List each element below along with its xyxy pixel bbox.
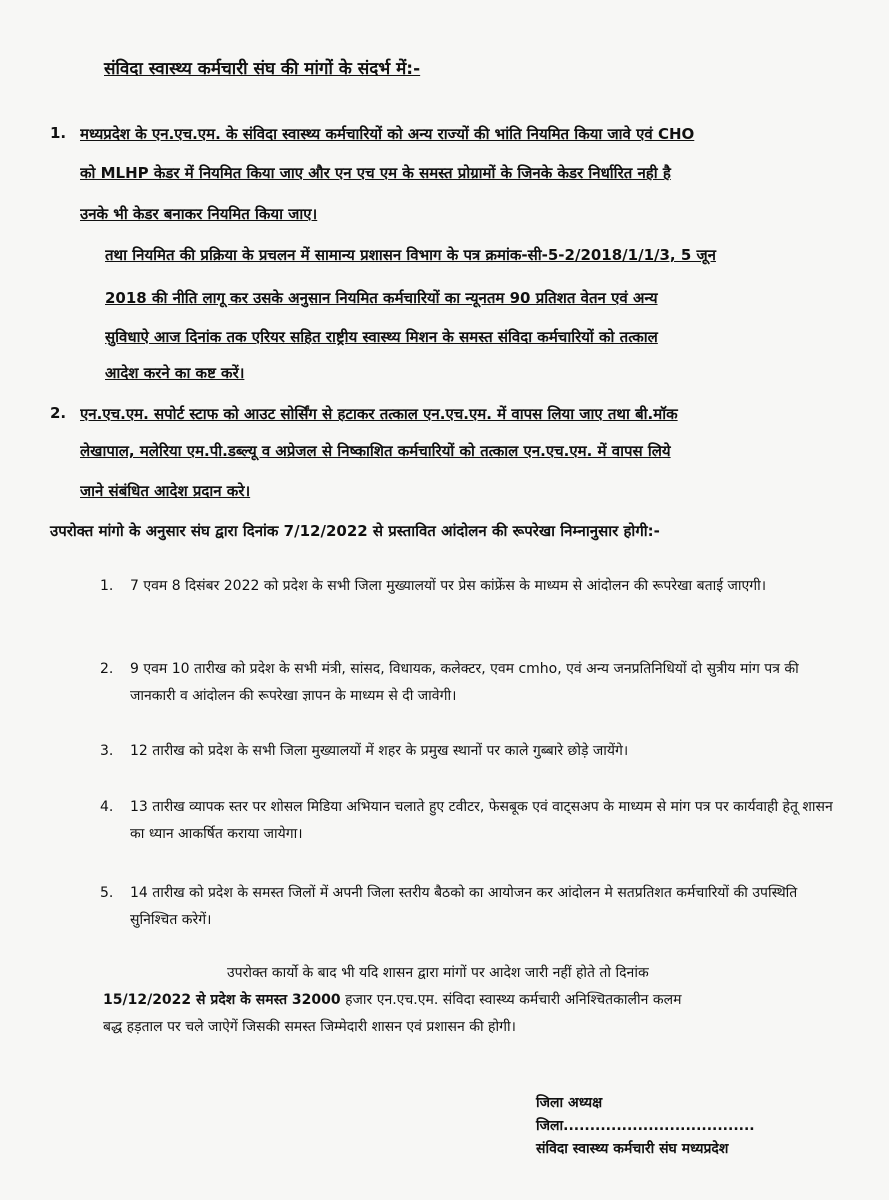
signature-block — [536, 1092, 755, 1161]
demand-line: मध्यप्रदेश के एन.एच.एम. के संविदा स्वास्थ्य कर्मचारियों को अन्य राज्यों की भांति नियमित किया जावे एवं CHO — [80, 125, 695, 143]
demand-line: को MLHP केडर में नियमित किया जाए और एन एच एम के समस्त प्रोग्रामों के जिनके केडर निर्धारित नही है — [80, 164, 671, 182]
closing-paragraph — [103, 960, 843, 1041]
plan-text: 14 तारीख को प्रदेश के समस्त जिलों में अपनी जिला स्तरीय बैठको का आयोजन कर आंदोलन मे सतप्रतिशत कर्मचारियों की उपस्थिति सुनिश्चित करेगें। — [130, 885, 798, 928]
plan-number: 2. — [100, 661, 114, 677]
plan-item-1 — [100, 573, 845, 633]
plan-item-4 — [100, 794, 845, 854]
plan-text: 7 एवम 8 दिसंबर 2022 को प्रदेश के सभी जिला मुख्यालयों पर प्रेस कांफ्रेंस के माध्यम से आंदोलन की रूपरेखा बताई जाएगी। — [130, 578, 767, 594]
signature-title: जिला अध्यक्ष — [536, 1095, 603, 1111]
document-heading: संविदा स्वास्थ्य कर्मचारी संघ की मांगों के संदर्भ में:- — [104, 59, 421, 79]
demand-line: एन.एच.एम. सपोर्ट स्टाफ को आउट सोर्सिंग से हटाकर तत्काल एन.एच.एम. में वापस लिया जाए तथा बी.मॉक — [80, 405, 678, 423]
plan-item-2 — [100, 656, 845, 716]
closing-line — [103, 987, 843, 1014]
closing-date-highlight: 15/12/2022 से प्रदेश के समस्त 32000 — [103, 992, 341, 1008]
plan-number: 5. — [100, 885, 114, 901]
plan-text: 13 तारीख व्यापक स्तर पर शोसल मिडिया अभियान चलाते हुए टवीटर, फेसबूक एवं वाट्सअप के माध्यम से मांग पत्र पर कार्यवाही हेतू शासन का ध्यान आकर्षित कराया जायेगा। — [130, 799, 833, 842]
demand-number: 2. — [50, 404, 67, 422]
movement-intro: उपरोक्त मांगो के अनुसार संघ द्वारा दिनांक 7/12/2022 से प्रस्तावित आंदोलन की रूपरेखा निम्नानुसार होगी:- — [50, 522, 660, 540]
plan-number: 3. — [100, 743, 114, 759]
closing-line-rest: हजार एन.एच.एम. संविदा स्वास्थ्य कर्मचारी अनिश्चितकालीन कलम — [340, 992, 682, 1008]
signature-district: जिला.................................... — [536, 1118, 755, 1134]
closing-line: बद्ध हड़ताल पर चले जाऐगें जिसकी समस्त जिम्मेदारी शासन एवं प्रशासन की होगी। — [103, 1019, 516, 1035]
demand-line: लेखापाल, मलेरिया एम.पी.डब्ल्यू व अप्रेजल से निष्काशित कर्मचारियों को तत्काल एन.एच.एम. में वापस लिये — [80, 442, 671, 460]
demand-subline: आदेश करने का कष्ट करें। — [105, 364, 245, 382]
plan-item-5 — [100, 880, 845, 940]
plan-number: 4. — [100, 799, 114, 815]
closing-line: उपरोक्त कार्यो के बाद भी यदि शासन द्वारा मांगों पर आदेश जारी नहीं होते तो दिनांक — [227, 965, 649, 981]
plan-number: 1. — [100, 578, 114, 594]
demand-subline: सुविधाऐ आज दिनांक तक एरियर सहित राष्ट्रीय स्वास्थ्य मिशन के समस्त संविदा कर्मचारियों को तत्काल — [105, 328, 658, 346]
plan-text: 12 तारीख को प्रदेश के सभी जिला मुख्यालयों में शहर के प्रमुख स्थानों पर काले गुब्बारे छोड़े जायेंगे। — [130, 743, 629, 759]
signature-organization: संविदा स्वास्थ्य कर्मचारी संघ मध्यप्रदेश — [536, 1141, 729, 1157]
demand-line: उनके भी केडर बनाकर नियमित किया जाए। — [80, 205, 318, 223]
plan-item-3 — [100, 738, 845, 768]
demand-subline: 2018 की नीति लागू कर उसके अनुसान नियमित कर्मचारियों का न्यूनतम 90 प्रतिशत वेतन एवं अन्य — [105, 289, 658, 307]
demand-line: जाने संबंधित आदेश प्रदान करे। — [80, 482, 251, 500]
demand-item-2 — [50, 404, 835, 504]
plan-text: 9 एवम 10 तारीख को प्रदेश के सभी मंत्री, सांसद, विधायक, कलेक्टर, एवम cmho, एवं अन्य जनप्रतिनिधियों दो सुत्रीय मांग पत्र की जानकारी व आंदोलन की रूपरेखा ज्ञापन के माध्यम से दी जावेगी। — [130, 661, 799, 704]
demand-item-1 — [50, 124, 835, 384]
demand-number: 1. — [50, 124, 67, 142]
demand-subline: तथा नियमित की प्रक्रिया के प्रचलन में सामान्य प्रशासन विभाग के पत्र क्रमांक-सी-5-2/2018/1/1/3, 5 जून — [105, 246, 716, 264]
